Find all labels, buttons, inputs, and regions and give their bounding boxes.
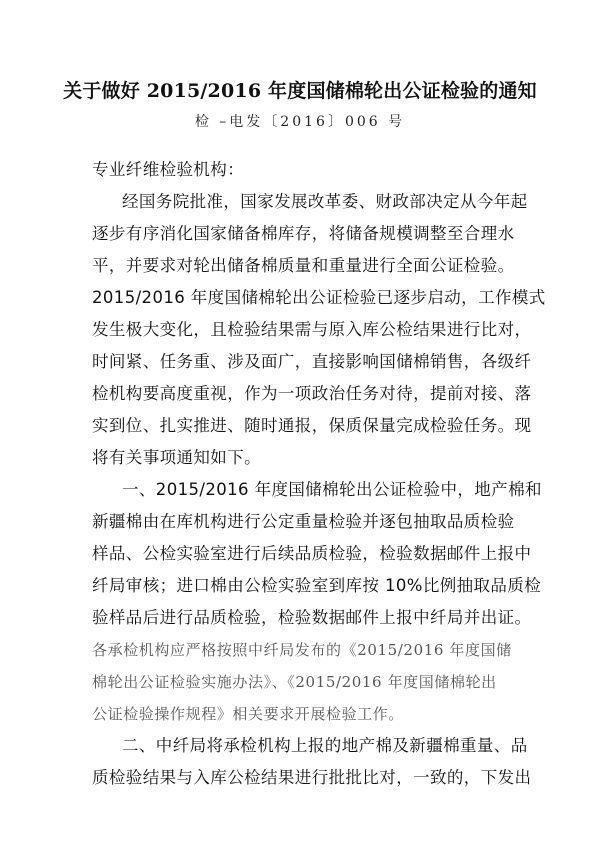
paragraph2-line: 一、2015/2016 年度国储棉轮出公证检验中，地产棉和 — [122, 480, 542, 499]
paragraph3-line: 二、中纤局将承检机构上报的地产棉及新疆棉重量、品 — [122, 736, 528, 755]
paragraph1-line: 2015/2016 年度国储棉轮出公证检验已逐步启动，工作模式 — [92, 288, 546, 307]
paragraph1-line: 发生极大变化，且检验结果需与原入库公检结果进行比对， — [92, 320, 532, 339]
paragraph2-line: 样品、公检实验室进行后续品质检验，检验数据邮件上报中 — [92, 544, 532, 563]
paragraph2-line: 验样品后进行品质检验，检验数据邮件上报中纤局并出证。 — [92, 608, 532, 627]
paragraph2-line: 纤局审核；进口棉由公检实验室到库按 10%比例抽取品质检 — [92, 576, 542, 595]
paragraph2-line: 各承检机构应严格按照中纤局发布的《2015/2016 年度国储 — [92, 641, 512, 659]
paragraph1-line: 时间紧、任务重、涉及面广，直接影响国储棉销售，各级纤 — [92, 352, 532, 371]
paragraph1-line: 实到位、扎实推进、随时通报，保质保量完成检验任务。现 — [92, 416, 532, 435]
paragraph1-line: 将有关事项通知如下。 — [92, 448, 261, 467]
paragraph3-line: 质检验结果与入库公检结果进行批批比对，一致的，下发出 — [92, 768, 532, 787]
document-number: 检 –电发〔2016〕006 号 — [194, 114, 406, 130]
paragraph1-line: 逐步有序消化国家储备棉库存，将储备规模调整至合理水 — [92, 224, 515, 243]
paragraph1-line: 经国务院批准，国家发展改革委、财政部决定从今年起 — [122, 192, 528, 211]
paragraph2-line: 新疆棉由在库机构进行公定重量检验并逐包抽取品质检验 — [92, 512, 515, 531]
paragraph1-line: 检机构要高度重视，作为一项政治任务对待，提前对接、落 — [92, 384, 532, 403]
paragraph1-line: 平，并要求对轮出储备棉质量和重量进行全面公证检验。 — [92, 256, 515, 275]
paragraph2-line: 棉轮出公证检验实施办法》、《2015/2016 年度国储棉轮出 — [92, 673, 497, 691]
salutation: 专业纤维检验机构： — [92, 160, 245, 179]
document-title: 关于做好 2015/2016 年度国储棉轮出公证检验的通知 — [63, 80, 537, 102]
paragraph2-line: 公证检验操作规程》相关要求开展检验工作。 — [92, 705, 405, 723]
